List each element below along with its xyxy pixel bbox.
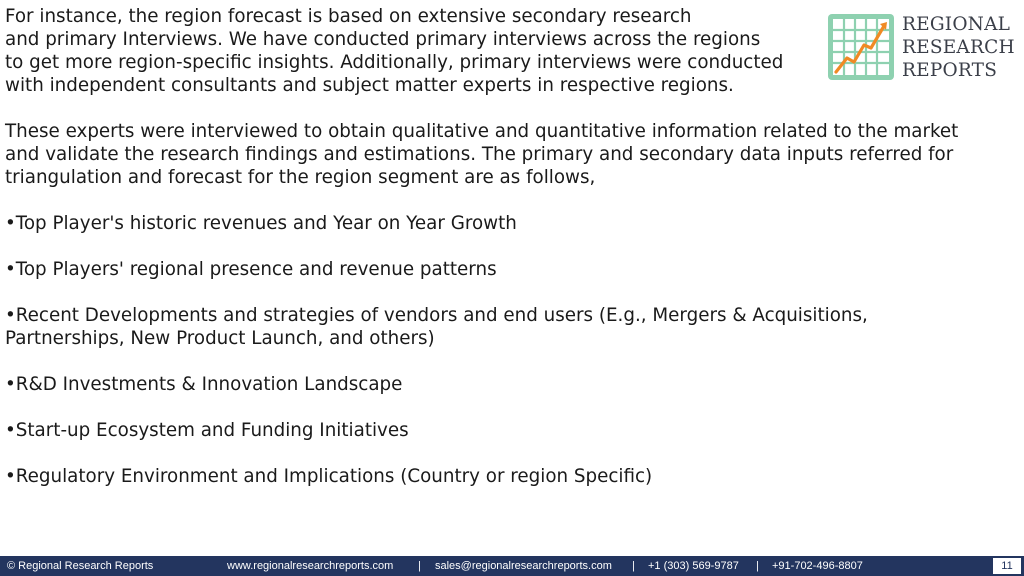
- intro-line-4: with independent consultants and subject matter experts in respective regions.: [5, 75, 734, 96]
- footer-separator: |: [418, 560, 421, 572]
- bullet-item: •Recent Developments and strategies of vendors and end users (E.g., Mergers & Acquisitions,: [5, 305, 868, 326]
- footer-copyright: © Regional Research Reports: [7, 560, 154, 572]
- chart-growth-icon: [827, 12, 895, 82]
- footer-phone-2: +91-702-496-8807: [772, 560, 863, 572]
- company-logo: [827, 12, 1013, 82]
- footer-separator: |: [756, 560, 759, 572]
- bullet-item: •Top Player's historic revenues and Year on Year Growth: [5, 213, 517, 234]
- logo-wordmark: REGIONAL RESEARCH REPORTS: [902, 14, 1015, 81]
- footer-phone-1: +1 (303) 569-9787: [648, 560, 739, 572]
- bullet-item: •Regulatory Environment and Implications (Country or region Specific): [5, 466, 653, 487]
- footer-email-link[interactable]: sales@regionalresearchreports.com: [435, 560, 612, 572]
- footer-separator: |: [632, 560, 635, 572]
- intro-line-1: For instance, the region forecast is based on extensive secondary research: [5, 6, 692, 27]
- para2-line-2: and validate the research findings and estimations. The primary and secondary data inputs referred for: [5, 144, 954, 165]
- bullet-item-continued: Partnerships, New Product Launch, and others): [5, 328, 435, 349]
- intro-line-3: to get more region-specific insights. Additionally, primary interviews were conducted: [5, 52, 784, 73]
- bullet-item: •R&D Investments & Innovation Landscape: [5, 374, 403, 395]
- intro-line-2: and primary Interviews. We have conducted primary interviews across the regions: [5, 29, 761, 50]
- para2-line-3: triangulation and forecast for the region segment are as follows,: [5, 167, 596, 188]
- footer-bar: [0, 556, 1024, 576]
- page-number: 11: [993, 558, 1021, 574]
- para2-line-1: These experts were interviewed to obtain qualitative and quantitative information related to the market: [5, 121, 959, 142]
- bullet-item: •Top Players' regional presence and revenue patterns: [5, 259, 497, 280]
- bullet-item: •Start-up Ecosystem and Funding Initiatives: [5, 420, 409, 441]
- footer-website-link[interactable]: www.regionalresearchreports.com: [227, 560, 394, 572]
